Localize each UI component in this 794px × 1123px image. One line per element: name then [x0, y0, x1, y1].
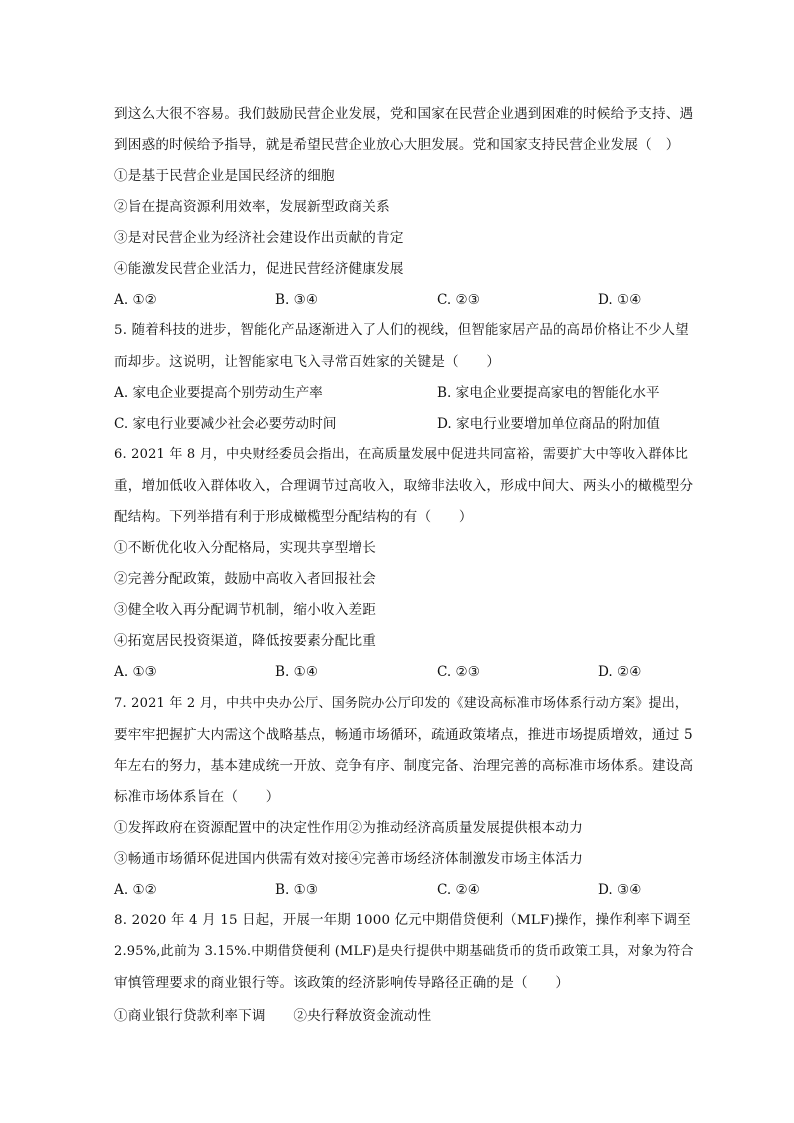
q5-option-c: C. 家电行业要减少社会必要劳动时间	[114, 416, 337, 432]
q5-stem-line: 5. 随着科技的进步，智能化产品逐渐进入了人们的视线，但智能家居产品的高昂价格让不少人望	[114, 323, 689, 338]
q4-option-d: D. ①④	[598, 292, 642, 308]
q7-item: ③畅通市场循环促进国内供需有效对接④完善市场经济体制激发市场主体活力	[114, 851, 583, 867]
q7-stem-line: 7. 2021 年 2 月，中共中央办公厅、国务院办公厅印发的《建设高标准市场体系行动方案》提出，	[114, 696, 689, 711]
q8-item: ①商业银行贷款利率下调 ②央行释放资金流动性	[114, 1008, 432, 1024]
q7-option-c: C. ②④	[437, 882, 480, 898]
q4-option-c: C. ②③	[437, 292, 480, 308]
q7-option-d: D. ③④	[598, 882, 642, 898]
q6-option-a: A. ①③	[114, 664, 157, 680]
q6-stem-line: 重，增加低收入群体收入，合理调节过高收入，取缔非法收入，形成中间大、两头小的橄榄型分	[114, 478, 694, 494]
q7-item: ①发挥政府在资源配置中的决定性作用②为推动经济高质量发展提供根本动力	[114, 820, 583, 836]
q6-item: ④拓宽居民投资渠道，降低按要素分配比重	[114, 633, 377, 649]
q7-option-a: A. ①②	[114, 882, 157, 898]
q6-item: ③健全收入再分配调节机制，缩小收入差距	[114, 602, 377, 618]
q6-item: ①不断优化收入分配格局，实现共享型增长	[114, 540, 377, 556]
q4-item: ③是对民营企业为经济社会建设作出贡献的肯定	[114, 230, 404, 246]
q8-stem-line: 审慎管理要求的商业银行等。该政策的经济影响传导路径正确的是（ ）	[114, 975, 570, 991]
q4-item: ①是基于民营企业是国民经济的细胞	[114, 168, 335, 184]
q4-stem-line: 到这么大很不容易。我们鼓励民营企业发展，党和国家在民营企业遇到困难的时候给予支持、遇	[114, 106, 694, 122]
q4-item: ②旨在提高资源利用效率，发展新型政商关系	[114, 199, 390, 215]
q8-stem-line: 8. 2020 年 4 月 15 日起，开展一年期 1000 亿元中期借贷便利（MLF)操作，操作利率下调至	[114, 913, 691, 928]
q6-stem-line: 6. 2021 年 8 月，中央财经委员会指出，在高质量发展中促进共同富裕，需要扩大中等收入群体比	[114, 447, 689, 462]
q7-stem-line: 年左右的努力，基本建成统一开放、竞争有序、制度完备、治理完善的高标准市场体系。建设高	[114, 758, 694, 774]
q7-stem-line: 标准市场体系旨在（ ）	[114, 789, 280, 805]
q4-item: ④能激发民营企业活力，促进民营经济健康发展	[114, 261, 404, 277]
q8-stem-line: 2.95%,此前为 3.15%.中期借贷便利 (MLF)是央行提供中期基础货币的货币政策工具，对象为符合	[114, 944, 694, 959]
q4-option-a: A. ①②	[114, 292, 157, 308]
q7-stem-line: 要牢牢把握扩大内需这个战略基点，畅通市场循环，疏通政策堵点，推进市场提质增效，通过 5	[114, 727, 693, 743]
q7-option-b: B. ①③	[275, 882, 319, 898]
q4-stem-line: 到困惑的时候给予指导，就是希望民营企业放心大胆发展。党和国家支持民营企业发展（ ）	[114, 137, 680, 153]
q6-option-d: D. ②④	[598, 664, 642, 680]
q5-option-b: B. 家电企业要提高家电的智能化水平	[437, 385, 660, 401]
q6-option-b: B. ①④	[275, 664, 319, 680]
q5-option-d: D. 家电行业要增加单位商品的附加值	[437, 416, 660, 432]
q6-option-c: C. ②③	[437, 664, 480, 680]
q5-stem-line: 而却步。这说明，让智能家电飞入寻常百姓家的关键是（ ）	[114, 354, 501, 370]
q5-option-a: A. 家电企业要提高个别劳动生产率	[114, 385, 323, 401]
q4-option-b: B. ③④	[275, 292, 319, 308]
q6-item: ②完善分配政策，鼓励中高收入者回报社会	[114, 571, 377, 587]
q6-stem-line: 配结构。下列举措有利于形成橄榄型分配结构的有（ ）	[114, 509, 473, 525]
